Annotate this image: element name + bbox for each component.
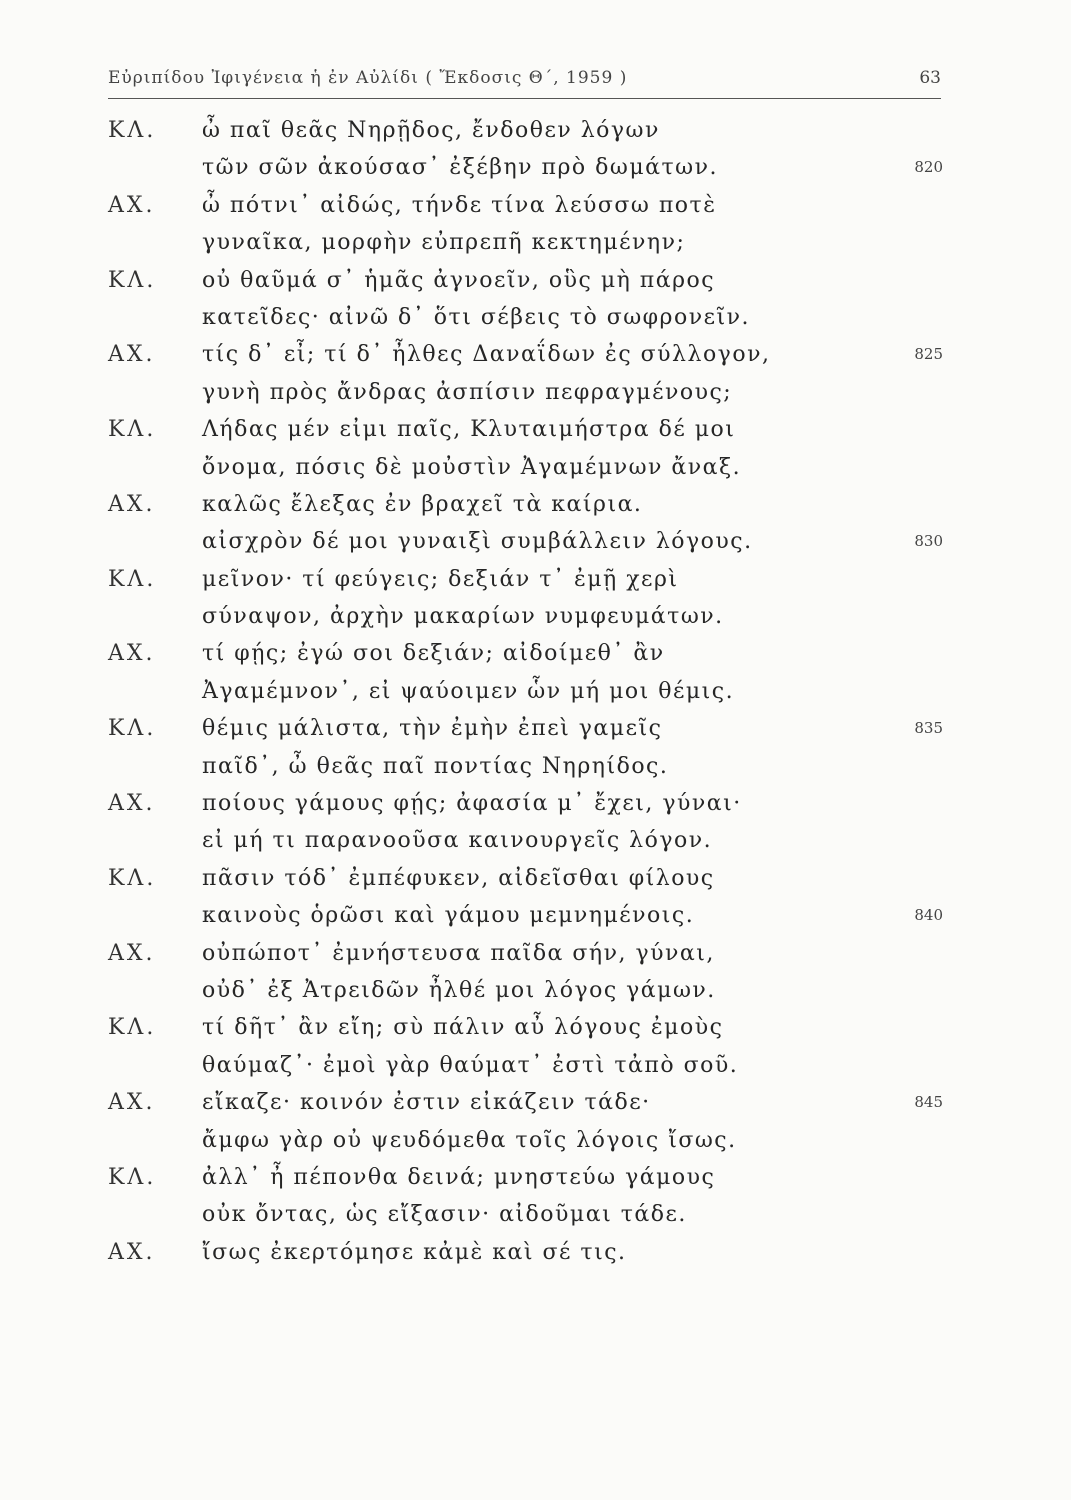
verse-line bbox=[108, 748, 943, 785]
speaker-label: ΚΛ. bbox=[108, 566, 157, 592]
verse-text: οὐδ᾽ ἐξ Ἀτρειδῶν ἦλθέ μοι λόγος γάμων. bbox=[202, 977, 716, 1003]
verse-line bbox=[108, 1159, 943, 1196]
speaker-label: ΑΧ. bbox=[108, 1090, 156, 1116]
speaker-label: ΚΛ. bbox=[108, 1015, 157, 1041]
line-number: 835 bbox=[914, 719, 943, 738]
verse-line bbox=[108, 449, 943, 486]
verse-text: τί δῆτ᾽ ἂν εἴη; σὺ πάλιν αὖ λόγους ἐμοὺς bbox=[202, 1015, 724, 1041]
verse-text: θαύμαζ᾽· ἐμοὶ γὰρ θαύματ᾽ ἐστὶ τἀπὸ σοῦ. bbox=[202, 1052, 739, 1078]
speaker-label: ΑΧ. bbox=[108, 1239, 156, 1265]
verse-text: κατεῖδες· αἰνῶ δ᾽ ὅτι σέβεις τὸ σωφρονεῖν. bbox=[202, 304, 750, 330]
verse-line bbox=[108, 486, 943, 523]
line-number: 820 bbox=[914, 158, 943, 177]
line-number: 845 bbox=[914, 1093, 943, 1112]
verse-line bbox=[108, 598, 943, 635]
verse-text: ἄμφω γὰρ οὐ ψευδόμεθα τοῖς λόγοις ἴσως. bbox=[202, 1127, 737, 1153]
speaker-label: ΚΛ. bbox=[108, 118, 157, 143]
verse-text: γυναῖκα, μορφὴν εὐπρεπῆ κεκτημένην; bbox=[202, 230, 686, 256]
verse-text: τί φῄς; ἐγώ σοι δεξιάν; αἰδοίμεθ᾽ ἂν bbox=[202, 641, 665, 667]
speaker-label: ΑΧ. bbox=[108, 342, 156, 368]
verse-text: ὄνομα, πόσις δὲ μοὐστὶν Ἀγαμέμνων ἄναξ. bbox=[202, 454, 742, 480]
verse-line bbox=[108, 262, 943, 299]
verse-line bbox=[108, 822, 943, 859]
verse-text: Λήδας μέν εἰμι παῖς, Κλυταιμήστρα δέ μοι bbox=[202, 417, 736, 443]
verse-line bbox=[108, 673, 943, 710]
verse-line bbox=[108, 935, 943, 972]
verse-text: ποίους γάμους φῄς; ἀφασία μ᾽ ἔχει, γύναι· bbox=[202, 791, 742, 817]
verse-text: θέμις μάλιστα, τὴν ἐμὴν ἐπεὶ γαμεῖς bbox=[202, 716, 663, 742]
verse-line bbox=[108, 299, 943, 336]
speaker-label: ΚΛ. bbox=[108, 1164, 157, 1190]
verse-line bbox=[108, 710, 943, 747]
speaker-label: ΚΛ. bbox=[108, 865, 157, 891]
line-number: 840 bbox=[914, 906, 943, 925]
verse-text: πᾶσιν τόδ᾽ ἐμπέφυκεν, αἰδεῖσθαι φίλους bbox=[202, 865, 715, 891]
verse-line bbox=[108, 374, 943, 411]
verse-text: ὦ πότνι᾽ αἰδώς, τήνδε τίνα λεύσσω ποτὲ bbox=[202, 192, 717, 218]
verse-line bbox=[108, 860, 943, 897]
verse-text: γυνὴ πρὸς ἄνδρας ἀσπίσιν πεφραγμένους; bbox=[202, 379, 733, 405]
verse-line bbox=[108, 1047, 943, 1084]
verse-text: σύναψον, ἀρχὴν μακαρίων νυμφευμάτων. bbox=[202, 604, 724, 630]
verse-text: εἴκαζε· κοινόν ἐστιν εἰκάζειν τάδε· bbox=[202, 1090, 651, 1116]
line-number: 830 bbox=[914, 532, 943, 551]
speaker-label: ΑΧ. bbox=[108, 940, 156, 966]
speaker-label: ΚΛ. bbox=[108, 267, 157, 293]
verse-line bbox=[108, 1234, 943, 1271]
verse-line bbox=[108, 187, 943, 224]
verse-line bbox=[108, 1122, 943, 1159]
verse-text: οὐκ ὄντας, ὡς εἴξασιν· αἰδοῦμαι τάδε. bbox=[202, 1202, 687, 1228]
verse-line bbox=[108, 561, 943, 598]
verse-line bbox=[108, 635, 943, 672]
verse-text: τίς δ᾽ εἶ; τί δ᾽ ἦλθες Δαναΐδων ἐς σύλλογον, bbox=[202, 342, 771, 368]
page-number: 63 bbox=[919, 68, 941, 88]
speaker-label: ΑΧ. bbox=[108, 791, 156, 817]
verse-text: αἰσχρὸν δέ μοι γυναιξὶ συμβάλλειν λόγους. bbox=[202, 529, 753, 555]
verse-line bbox=[108, 149, 943, 186]
verse-line bbox=[108, 897, 943, 934]
speaker-label: ΑΧ. bbox=[108, 641, 156, 667]
verse-line bbox=[108, 972, 943, 1009]
verse-line bbox=[108, 1009, 943, 1046]
speaker-label: ΑΧ. bbox=[108, 491, 156, 517]
verse-text: ἀλλ᾽ ἦ πέπονθα δεινά; μνηστεύω γάμους bbox=[202, 1164, 716, 1190]
verse-text: οὐ θαῦμά σ᾽ ἡμᾶς ἀγνοεῖν, οὓς μὴ πάρος bbox=[202, 267, 716, 293]
running-header bbox=[108, 58, 941, 99]
verse-text: παῖδ᾽, ὦ θεᾶς παῖ ποντίας Νηρηίδος. bbox=[202, 753, 669, 779]
speaker-label: ΚΛ. bbox=[108, 417, 157, 443]
speaker-label: ΚΛ. bbox=[108, 716, 157, 742]
verse-line bbox=[108, 411, 943, 448]
verse-text: καινοὺς ὁρῶσι καὶ γάμου μεμνημένοις. bbox=[202, 903, 695, 929]
verse-line bbox=[108, 112, 943, 149]
running-title: Εὐριπίδου Ἰφιγένεια ἡ ἐν Αὐλίδι ( Ἔκδοσις Θ΄, 1959 ) bbox=[108, 68, 628, 88]
verse-text: εἰ μή τι παρανοοῦσα καινουργεῖς λόγον. bbox=[202, 828, 713, 854]
speaker-label: ΑΧ. bbox=[108, 192, 156, 218]
verse-line bbox=[108, 1196, 943, 1233]
verse-text: οὐπώποτ᾽ ἐμνήστευσα παῖδα σήν, γύναι, bbox=[202, 940, 715, 966]
verse-text: καλῶς ἔλεξας ἐν βραχεῖ τὰ καίρια. bbox=[202, 491, 643, 517]
verse-text: μεῖνον· τί φεύγεις; δεξιάν τ᾽ ἐμῇ χερὶ bbox=[202, 566, 679, 592]
line-number: 825 bbox=[914, 345, 943, 364]
verse-text-block bbox=[108, 112, 943, 1271]
verse-text: Ἀγαμέμνον᾽, εἰ ψαύοιμεν ὧν μή μοι θέμις. bbox=[202, 678, 735, 704]
verse-line bbox=[108, 523, 943, 560]
verse-line bbox=[108, 224, 943, 261]
verse-line bbox=[108, 1084, 943, 1121]
verse-text: τῶν σῶν ἀκούσασ᾽ ἐξέβην πρὸ δωμάτων. bbox=[202, 155, 718, 181]
verse-line bbox=[108, 336, 943, 373]
verse-text: ὦ παῖ θεᾶς Νηρῇδος, ἔνδοθεν λόγων bbox=[202, 118, 660, 143]
verse-line bbox=[108, 785, 943, 822]
verse-text: ἴσως ἐκερτόμησε κἀμὲ καὶ σέ τις. bbox=[202, 1239, 627, 1265]
